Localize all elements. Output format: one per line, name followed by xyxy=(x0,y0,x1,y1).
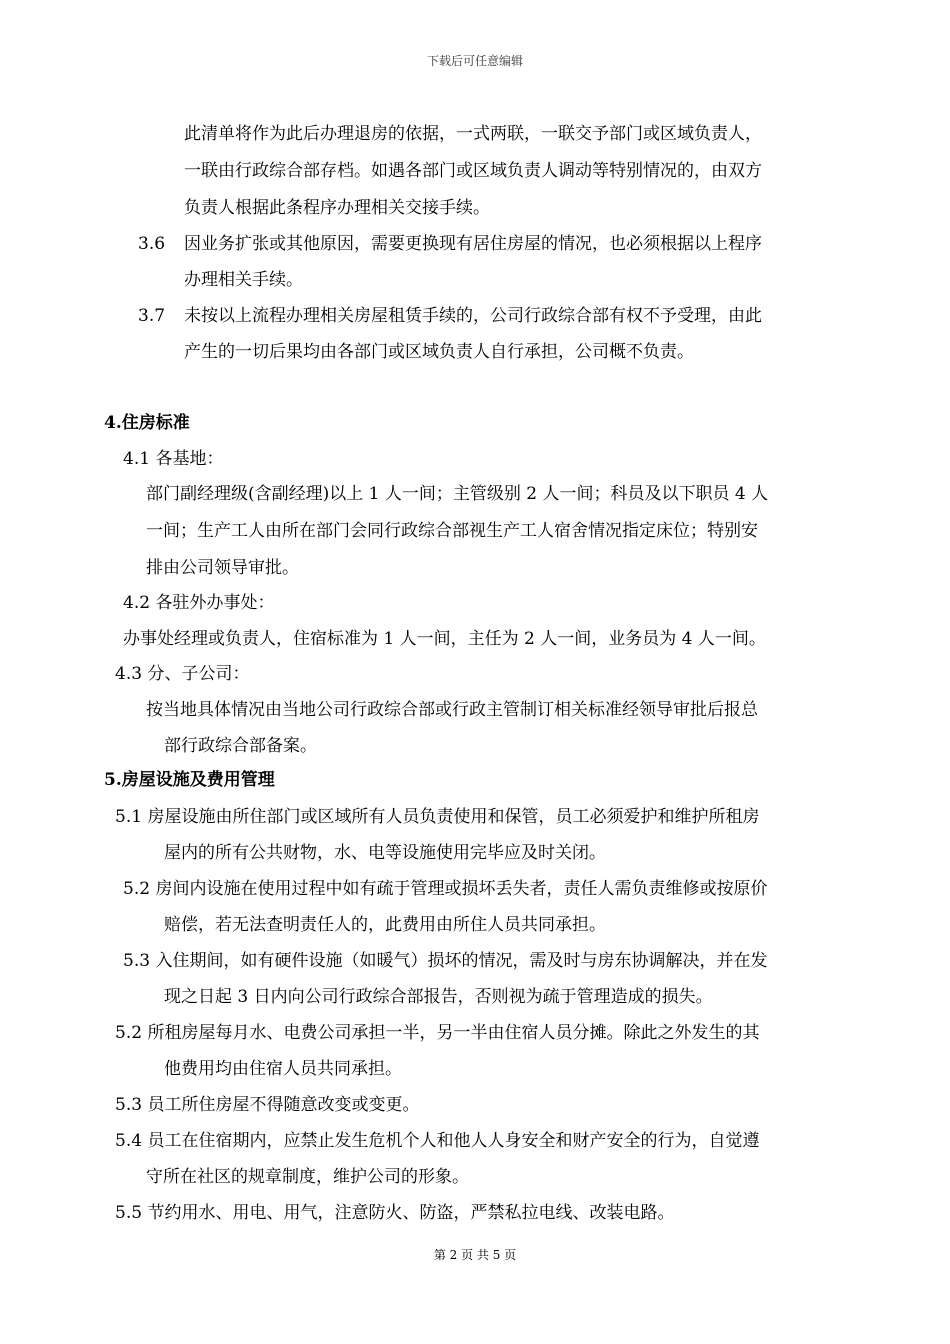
item-3-7-number: 3.7 xyxy=(138,306,166,326)
item-5-5-line-1: 5.5 节约用水、用电、用气，注意防火、防盗，严禁私拉电线、改装电路。 xyxy=(115,1203,675,1223)
s3-cont-line-1: 此清单将作为此后办理退房的依据，一式两联，一联交予部门或区域负责人， xyxy=(184,124,762,144)
item-4-1-line-3: 排由公司领导审批。 xyxy=(146,558,299,578)
item-5-2a-line-2: 赔偿，若无法查明责任人的，此费用由所住人员共同承担。 xyxy=(164,915,606,935)
item-5-4-line-1: 5.4 员工在住宿期内，应禁止发生危机个人和他人人身安全和财产安全的行为，自觉遵 xyxy=(115,1131,760,1151)
page-header: 下载后可任意编辑 xyxy=(426,54,523,68)
item-5-1-line-1: 5.1 房屋设施由所住部门或区域所有人员负责使用和保管，员工必须爱护和维护所租房 xyxy=(115,807,760,827)
item-3-6-number: 3.6 xyxy=(138,234,166,254)
item-3-7-line-2: 产生的一切后果均由各部门或区域负责人自行承担，公司概不负责。 xyxy=(184,342,694,362)
item-4-1-line-1: 部门副经理级(含副经理)以上 1 人一间；主管级别 2 人一间；科员及以下职员 4 人 xyxy=(146,484,769,504)
item-3-6-line-2: 办理相关手续。 xyxy=(184,270,303,290)
item-4-1-label: 4.1 各基地： xyxy=(123,449,224,469)
item-4-3-line-1: 按当地具体情况由当地公司行政综合部或行政主管制订相关标准经领导审批后报总 xyxy=(146,700,758,720)
item-5-2a-line-1: 5.2 房间内设施在使用过程中如有疏于管理或损坏丢失者，责任人需负责维修或按原价 xyxy=(123,879,768,899)
item-4-3-label: 4.3 分、子公司： xyxy=(115,664,250,684)
item-4-2-label: 4.2 各驻外办事处： xyxy=(123,593,275,613)
item-3-7-line-1: 未按以上流程办理相关房屋租赁手续的，公司行政综合部有权不予受理，由此 xyxy=(184,306,762,326)
item-5-1-line-2: 屋内的所有公共财物，水、电等设施使用完毕应及时关闭。 xyxy=(164,843,606,863)
page-footer: 第 2 页 共 5 页 xyxy=(433,1248,517,1262)
item-5-3a-line-1: 5.3 入住期间，如有硬件设施（如暖气）损坏的情况，需及时与房东协调解决，并在发 xyxy=(123,951,768,971)
item-3-6-line-1: 因业务扩张或其他原因，需要更换现有居住房屋的情况，也必须根据以上程序 xyxy=(184,234,762,254)
section-5-heading: 5.房屋设施及费用管理 xyxy=(104,770,275,790)
s3-cont-line-3: 负责人根据此条程序办理相关交接手续。 xyxy=(184,198,490,218)
item-5-3a-line-2: 现之日起 3 日内向公司行政综合部报告，否则视为疏于管理造成的损失。 xyxy=(164,987,713,1007)
item-4-3-line-2: 部行政综合部备案。 xyxy=(164,736,317,756)
item-4-1-line-2: 一间；生产工人由所在部门会同行政综合部视生产工人宿舍情况指定床位；特别安 xyxy=(146,521,758,541)
s3-cont-line-2: 一联由行政综合部存档。如遇各部门或区域负责人调动等特别情况的，由双方 xyxy=(184,161,762,181)
item-5-3b-line-1: 5.3 员工所住房屋不得随意改变或变更。 xyxy=(115,1095,420,1115)
item-5-2b-line-1: 5.2 所租房屋每月水、电费公司承担一半，另一半由住宿人员分摊。除此之外发生的其 xyxy=(115,1023,760,1043)
item-5-2b-line-2: 他费用均由住宿人员共同承担。 xyxy=(164,1059,402,1079)
item-4-2-line-1: 办事处经理或负责人，住宿标准为 1 人一间，主任为 2 人一间，业务员为 4 人一间。 xyxy=(123,629,766,649)
item-5-4-line-2: 守所在社区的规章制度，维护公司的形象。 xyxy=(146,1167,469,1187)
section-4-heading: 4.住房标准 xyxy=(104,413,190,433)
